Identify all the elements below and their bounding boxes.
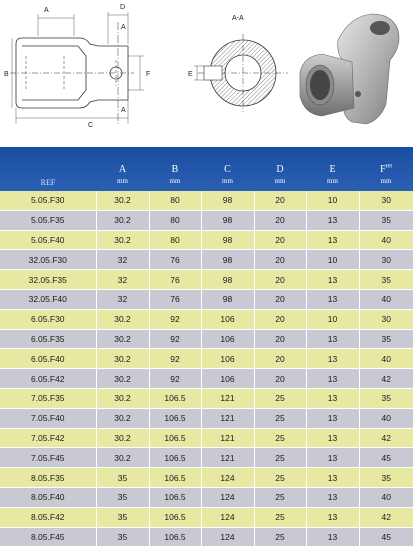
table-row [0,210,413,230]
cell-c: 98 [201,191,254,210]
cell-e: 13 [306,527,359,547]
col-header-d-name: D [276,164,284,175]
table-row [0,270,413,290]
cell-c: 106 [201,349,254,369]
cell-ref: 5.05.F35 [0,210,96,230]
cell-c: 124 [201,487,254,507]
table-header [0,147,413,191]
cell-c: 121 [201,428,254,448]
cell-e: 10 [306,250,359,270]
cell-d: 20 [254,230,306,250]
cell-f: 42 [359,507,413,527]
cell-a: 30.2 [96,388,149,408]
cell-ref: 6.05.F30 [0,309,96,329]
cell-d: 25 [254,527,306,547]
cell-ref: 6.05.F35 [0,329,96,349]
cell-ref: 32.05.F30 [0,250,96,270]
cell-c: 106 [201,309,254,329]
cell-c: 106 [201,329,254,349]
dim-label-d: D [120,4,126,11]
cell-c: 98 [201,250,254,270]
cell-e: 13 [306,448,359,468]
col-header-c-name: C [224,164,231,175]
cell-e: 13 [306,507,359,527]
cell-b: 80 [149,230,201,250]
cell-d: 25 [254,487,306,507]
cell-a: 30.2 [96,448,149,468]
cell-e: 13 [306,369,359,389]
cell-e: 13 [306,428,359,448]
cell-f: 35 [359,329,413,349]
cell-ref: 5.05.F40 [0,230,96,250]
technical-drawing [0,0,413,147]
cell-f: 40 [359,349,413,369]
cell-f: 35 [359,270,413,290]
cell-a: 30.2 [96,408,149,428]
col-header-c-unit: mm [222,177,233,185]
cell-d: 25 [254,428,306,448]
cell-d: 25 [254,468,306,488]
table-row [0,329,413,349]
cell-c: 98 [201,270,254,290]
dim-label-e: E [188,71,193,78]
col-header-e [306,147,359,191]
cell-a: 32 [96,270,149,290]
cell-ref: 32.05.F40 [0,289,96,309]
cell-e: 13 [306,329,359,349]
cell-f: 45 [359,448,413,468]
cell-ref: 8.05.F40 [0,487,96,507]
cell-f: 30 [359,250,413,270]
cell-f: 30 [359,309,413,329]
dim-label-a: A [44,7,49,14]
cell-f: 35 [359,388,413,408]
cell-ref: 6.05.F40 [0,349,96,369]
col-header-f [359,147,413,191]
table-row [0,428,413,448]
col-header-a [96,147,149,191]
section-a-a-view [194,34,288,112]
cell-a: 35 [96,527,149,547]
cell-a: 30.2 [96,349,149,369]
table-row [0,250,413,270]
cell-c: 98 [201,230,254,250]
cell-f: 40 [359,289,413,309]
cell-f: 35 [359,210,413,230]
cell-c: 121 [201,388,254,408]
cell-e: 10 [306,191,359,210]
table-row [0,289,413,309]
cell-e: 13 [306,487,359,507]
col-header-ref: REF [40,178,56,187]
table-row [0,388,413,408]
table-row [0,191,413,210]
section-mark-a-top: A [121,24,126,31]
cell-e: 13 [306,349,359,369]
section-title: A-A [232,15,244,22]
cell-a: 30.2 [96,230,149,250]
cell-f: 40 [359,230,413,250]
cell-d: 20 [254,289,306,309]
cell-d: 25 [254,507,306,527]
cell-d: 25 [254,388,306,408]
cell-c: 124 [201,527,254,547]
cell-f: 40 [359,408,413,428]
col-header-b [149,147,201,191]
cell-ref: 7.05.F40 [0,408,96,428]
cell-a: 32 [96,250,149,270]
cell-d: 20 [254,210,306,230]
cell-b: 80 [149,191,201,210]
cell-ref: 6.05.F42 [0,369,96,389]
dim-label-f: F [146,71,151,78]
cell-b: 106.5 [149,428,201,448]
cell-a: 30.2 [96,369,149,389]
cell-e: 13 [306,468,359,488]
col-header-a-name: A [118,164,127,175]
cell-e: 13 [306,270,359,290]
table-row [0,408,413,428]
cell-b: 106.5 [149,388,201,408]
technical-drawing-area [0,0,413,147]
specs-table [0,191,413,547]
cell-a: 30.2 [96,329,149,349]
col-header-e-unit: mm [327,177,338,185]
cell-b: 92 [149,349,201,369]
dim-label-b: B [4,71,9,78]
section-mark-a-bottom: A [121,107,126,114]
cell-d: 20 [254,329,306,349]
cell-c: 124 [201,507,254,527]
cell-f: 45 [359,527,413,547]
yoke-photo [300,14,399,124]
cell-b: 76 [149,270,201,290]
cell-c: 98 [201,210,254,230]
cell-b: 76 [149,289,201,309]
col-header-d-unit: mm [274,177,286,185]
cell-d: 25 [254,448,306,468]
cell-f: 30 [359,191,413,210]
cell-ref: 8.05.F45 [0,527,96,547]
cell-e: 13 [306,408,359,428]
cell-e: 13 [306,210,359,230]
cell-b: 92 [149,309,201,329]
cell-d: 20 [254,191,306,210]
cell-a: 30.2 [96,309,149,329]
cell-a: 32 [96,289,149,309]
table-row [0,309,413,329]
table-row [0,230,413,250]
cell-f: 42 [359,369,413,389]
cell-ref: 8.05.F35 [0,468,96,488]
table-row [0,349,413,369]
cell-b: 92 [149,329,201,349]
col-header-f-name [359,164,413,175]
cell-ref: 7.05.F35 [0,388,96,408]
col-header-a-unit: mm [117,177,128,185]
cell-f: 42 [359,428,413,448]
cell-ref: 32.05.F35 [0,270,96,290]
cell-c: 124 [201,468,254,488]
col-header-f-letter: F [380,164,386,175]
cell-c: 121 [201,448,254,468]
cell-a: 30.2 [96,428,149,448]
col-header-f-tolerance: H8 [385,164,392,170]
cell-d: 20 [254,270,306,290]
cell-d: 25 [254,408,306,428]
cell-a: 35 [96,487,149,507]
cell-e: 13 [306,230,359,250]
cell-b: 76 [149,250,201,270]
dim-label-c: C [88,122,94,129]
cell-b: 80 [149,210,201,230]
cell-ref: 7.05.F42 [0,428,96,448]
cell-b: 106.5 [149,507,201,527]
col-header-c [201,147,254,191]
cell-a: 35 [96,507,149,527]
cell-ref: 5.05.F30 [0,191,96,210]
cell-b: 106.5 [149,408,201,428]
cell-b: 106.5 [149,527,201,547]
table-row [0,507,413,527]
cell-c: 106 [201,369,254,389]
cell-b: 92 [149,369,201,389]
cell-b: 106.5 [149,448,201,468]
cell-d: 20 [254,369,306,389]
cell-d: 20 [254,250,306,270]
cell-ref: 7.05.F45 [0,448,96,468]
cell-d: 20 [254,349,306,369]
cell-e: 13 [306,289,359,309]
col-header-b-name: B [171,164,179,175]
specs-table-body [0,191,413,547]
table-row [0,527,413,547]
col-header-e-name: E [329,164,336,175]
table-row [0,369,413,389]
col-header-b-unit: mm [169,177,181,185]
cell-f: 40 [359,487,413,507]
table-row [0,468,413,488]
cell-a: 35 [96,468,149,488]
table-row [0,487,413,507]
cell-d: 20 [254,309,306,329]
cell-b: 106.5 [149,487,201,507]
cell-ref: 8.05.F42 [0,507,96,527]
cell-a: 30.2 [96,210,149,230]
cell-b: 106.5 [149,468,201,488]
cell-c: 121 [201,408,254,428]
cell-f: 35 [359,468,413,488]
cell-e: 13 [306,388,359,408]
col-header-d [254,147,306,191]
cell-c: 98 [201,289,254,309]
table-row [0,448,413,468]
cell-a: 30.2 [96,191,149,210]
col-header-f-unit: mm [380,177,392,185]
cell-e: 10 [306,309,359,329]
